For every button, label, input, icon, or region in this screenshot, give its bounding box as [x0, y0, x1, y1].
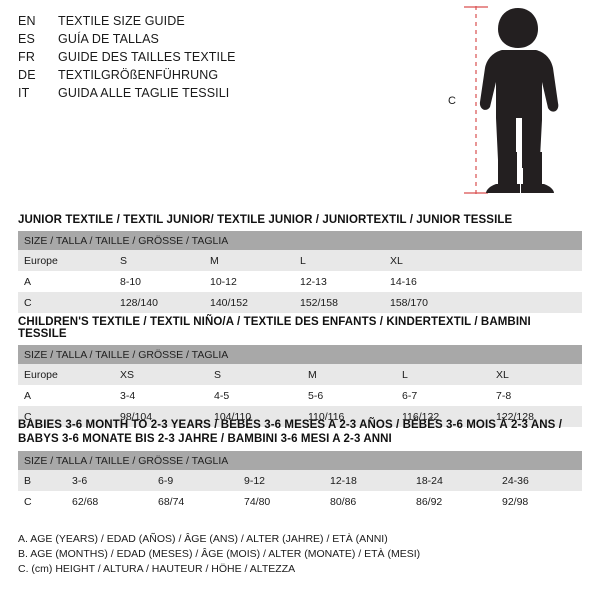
table-row [18, 271, 582, 292]
size-table-junior [18, 231, 582, 313]
cell-value: 80/86 [324, 491, 410, 512]
column-header-xl: XL [490, 364, 582, 385]
table-header-row [18, 451, 582, 470]
section-babies-textile [18, 418, 582, 512]
cell-value: 92/98 [496, 491, 582, 512]
child-silhouette-figure [440, 0, 600, 200]
measure-label-c: C [448, 95, 456, 107]
cell-value: 12-13 [294, 271, 384, 292]
cell-value: 9-12 [238, 470, 324, 491]
legend-line-c: C. (cm) HEIGHT / ALTURA / HAUTEUR / HÖHE / ALTEZZA [18, 563, 296, 575]
table-row [18, 385, 582, 406]
language-row [18, 68, 438, 86]
cell-value: 74/80 [238, 491, 324, 512]
section-title: CHILDREN'S TEXTILE / TEXTIL NIÑO/A / TEXTILE DES ENFANTS / KINDERTEXTIL / BAMBINI TESSILE [18, 316, 531, 340]
cell-value: 3-4 [114, 385, 208, 406]
language-title: GUIDE DES TAILLES TEXTILE [58, 50, 236, 64]
column-header-m: M [302, 364, 396, 385]
column-header-europe: Europe [18, 250, 114, 271]
table-row [18, 491, 582, 512]
row-label: A [18, 271, 114, 292]
cell-value: 6-7 [396, 385, 490, 406]
language-title: TEXTILGRÖßENFÜHRUNG [58, 68, 219, 82]
section-title: BABIES 3-6 MONTH TO 2-3 YEARS / BEBÉS 3-6 MESES A 2-3 AÑOS / BÉBÉS 3-6 MOIS À 2-3 ANS / BABYS 3-6 MONATE BIS 2-3 JAHRE / BAMBINI 3-6 MESI A 2-3 ANNI [18, 419, 562, 445]
size-table-children [18, 345, 582, 427]
section-childrens-textile [18, 316, 582, 427]
cell-value: 62/68 [66, 491, 152, 512]
cell-value: 122/128 [490, 406, 582, 427]
table-row [18, 470, 582, 491]
column-header-s: S [208, 364, 302, 385]
row-label: B [18, 470, 66, 491]
cell-value: 116/122 [396, 406, 490, 427]
table-row [18, 364, 582, 385]
section-title: JUNIOR TEXTILE / TEXTIL JUNIOR/ TEXTILE JUNIOR / JUNIORTEXTIL / JUNIOR TESSILE [18, 214, 513, 226]
column-header-xs: XS [114, 364, 208, 385]
size-header-label: SIZE / TALLA / TAILLE / GRÖSSE / TAGLIA [18, 231, 582, 250]
language-code: EN [18, 14, 36, 28]
row-label: A [18, 385, 114, 406]
legend-line-b: B. AGE (MONTHS) / EDAD (MESES) / ÂGE (MOIS) / ALTER (MONATE) / ETÀ (MESI) [18, 548, 421, 560]
column-header-xl: XL [384, 250, 474, 271]
language-code: ES [18, 32, 36, 46]
language-title: GUIDA ALLE TAGLIE TESSILI [58, 86, 230, 100]
cell-value: 7-8 [490, 385, 582, 406]
cell-value: 98/104 [114, 406, 208, 427]
row-label: C [18, 292, 114, 313]
row-label: C [18, 491, 66, 512]
column-header-s: S [114, 250, 204, 271]
language-row [18, 86, 438, 104]
column-header-m: M [204, 250, 294, 271]
row-label: C [18, 406, 114, 427]
language-code: IT [18, 86, 30, 100]
size-table-babies [18, 451, 582, 512]
language-header [18, 14, 438, 104]
cell-value: 104/110 [208, 406, 302, 427]
cell-value: 68/74 [152, 491, 238, 512]
cell-value: 128/140 [114, 292, 204, 313]
cell-value: 10-12 [204, 271, 294, 292]
size-header-label: SIZE / TALLA / TAILLE / GRÖSSE / TAGLIA [18, 451, 582, 470]
table-header-row [18, 231, 582, 250]
cell-value: 3-6 [66, 470, 152, 491]
cell-value: 14-16 [384, 271, 474, 292]
language-title: TEXTILE SIZE GUIDE [58, 14, 185, 28]
language-row [18, 32, 438, 50]
cell-value: 152/158 [294, 292, 384, 313]
size-header-label: SIZE / TALLA / TAILLE / GRÖSSE / TAGLIA [18, 345, 582, 364]
table-row [18, 250, 582, 271]
section-junior-textile [18, 214, 582, 313]
cell-value: 140/152 [204, 292, 294, 313]
child-silhouette-shape [480, 8, 558, 193]
table-header-row [18, 345, 582, 364]
column-header-l: L [396, 364, 490, 385]
cell-value: 6-9 [152, 470, 238, 491]
language-title: GUÍA DE TALLAS [58, 32, 159, 46]
legend-footer [18, 532, 582, 577]
cell-value: 8-10 [114, 271, 204, 292]
language-code: FR [18, 50, 36, 64]
cell-value: 110/116 [302, 406, 396, 427]
language-row [18, 50, 438, 68]
cell-value: 5-6 [302, 385, 396, 406]
cell-value: 86/92 [410, 491, 496, 512]
cell-value: 18-24 [410, 470, 496, 491]
column-header-l: L [294, 250, 384, 271]
cell-value: 4-5 [208, 385, 302, 406]
language-code: DE [18, 68, 36, 82]
column-header-europe: Europe [18, 364, 114, 385]
table-row [18, 292, 582, 313]
cell-value: 12-18 [324, 470, 410, 491]
cell-value: 158/170 [384, 292, 474, 313]
legend-line-a: A. AGE (YEARS) / EDAD (AÑOS) / ÂGE (ANS) / ALTER (JAHRE) / ETÀ (ANNI) [18, 533, 388, 545]
language-row [18, 14, 438, 32]
cell-value: 24-36 [496, 470, 582, 491]
